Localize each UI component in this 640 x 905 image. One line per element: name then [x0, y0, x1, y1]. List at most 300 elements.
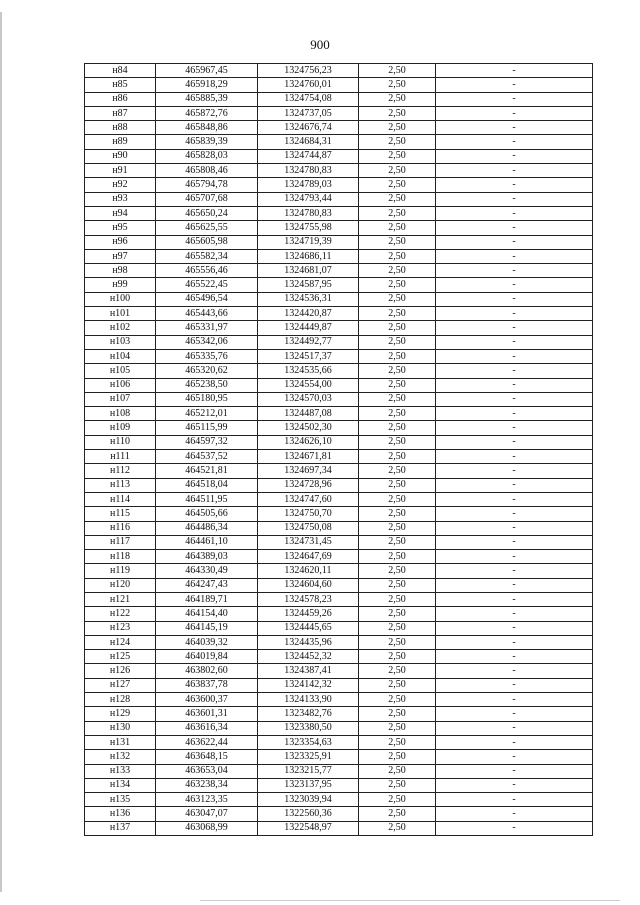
point-id-cell: н127 — [85, 678, 156, 692]
note-cell: - — [436, 264, 593, 278]
point-id-cell: н98 — [85, 264, 156, 278]
y-coordinate-cell: 1324626,10 — [258, 435, 359, 449]
table-row — [85, 807, 593, 821]
table-row — [85, 264, 593, 278]
table-row — [85, 435, 593, 449]
y-coordinate-cell: 1324570,03 — [258, 392, 359, 406]
accuracy-cell: 2,50 — [359, 492, 436, 506]
x-coordinate-cell: 464518,04 — [156, 478, 258, 492]
point-id-cell: н121 — [85, 592, 156, 606]
note-cell: - — [436, 535, 593, 549]
table-row — [85, 121, 593, 135]
table-row — [85, 464, 593, 478]
y-coordinate-cell: 1324459,26 — [258, 607, 359, 621]
point-id-cell: н95 — [85, 221, 156, 235]
accuracy-cell: 2,50 — [359, 149, 436, 163]
accuracy-cell: 2,50 — [359, 664, 436, 678]
y-coordinate-cell: 1324728,96 — [258, 478, 359, 492]
table-row — [85, 392, 593, 406]
point-id-cell: н106 — [85, 378, 156, 392]
x-coordinate-cell: 465885,39 — [156, 92, 258, 106]
x-coordinate-cell: 465238,50 — [156, 378, 258, 392]
point-id-cell: н131 — [85, 735, 156, 749]
y-coordinate-cell: 1324604,60 — [258, 578, 359, 592]
x-coordinate-cell: 464511,95 — [156, 492, 258, 506]
x-coordinate-cell: 465342,06 — [156, 335, 258, 349]
note-cell: - — [436, 464, 593, 478]
y-coordinate-cell: 1323380,50 — [258, 721, 359, 735]
point-id-cell: н124 — [85, 635, 156, 649]
table-row — [85, 106, 593, 120]
point-id-cell: н113 — [85, 478, 156, 492]
table-row — [85, 349, 593, 363]
table-row — [85, 135, 593, 149]
x-coordinate-cell: 464330,49 — [156, 564, 258, 578]
table-row — [85, 707, 593, 721]
table-row — [85, 535, 593, 549]
table-row — [85, 621, 593, 635]
point-id-cell: н132 — [85, 750, 156, 764]
x-coordinate-cell: 463648,15 — [156, 750, 258, 764]
y-coordinate-cell: 1324731,45 — [258, 535, 359, 549]
table-row — [85, 164, 593, 178]
note-cell: - — [436, 278, 593, 292]
accuracy-cell: 2,50 — [359, 535, 436, 549]
accuracy-cell: 2,50 — [359, 264, 436, 278]
accuracy-cell: 2,50 — [359, 693, 436, 707]
y-coordinate-cell: 1324789,03 — [258, 178, 359, 192]
note-cell: - — [436, 364, 593, 378]
accuracy-cell: 2,50 — [359, 221, 436, 235]
note-cell: - — [436, 78, 593, 92]
y-coordinate-cell: 1324435,96 — [258, 635, 359, 649]
accuracy-cell: 2,50 — [359, 307, 436, 321]
accuracy-cell: 2,50 — [359, 521, 436, 535]
x-coordinate-cell: 463123,35 — [156, 793, 258, 807]
table-row — [85, 192, 593, 206]
note-cell: - — [436, 335, 593, 349]
y-coordinate-cell: 1323039,94 — [258, 793, 359, 807]
y-coordinate-cell: 1323354,63 — [258, 735, 359, 749]
point-id-cell: н84 — [85, 64, 156, 78]
note-cell: - — [436, 349, 593, 363]
table-row — [85, 249, 593, 263]
table-row — [85, 607, 593, 621]
y-coordinate-cell: 1323325,91 — [258, 750, 359, 764]
x-coordinate-cell: 465212,01 — [156, 407, 258, 421]
accuracy-cell: 2,50 — [359, 364, 436, 378]
x-coordinate-cell: 465967,45 — [156, 64, 258, 78]
x-coordinate-cell: 465650,24 — [156, 206, 258, 220]
accuracy-cell: 2,50 — [359, 721, 436, 735]
point-id-cell: н126 — [85, 664, 156, 678]
table-row — [85, 364, 593, 378]
x-coordinate-cell: 463238,34 — [156, 778, 258, 792]
point-id-cell: н114 — [85, 492, 156, 506]
point-id-cell: н128 — [85, 693, 156, 707]
point-id-cell: н99 — [85, 278, 156, 292]
point-id-cell: н96 — [85, 235, 156, 249]
x-coordinate-cell: 463653,04 — [156, 764, 258, 778]
x-coordinate-cell: 465625,55 — [156, 221, 258, 235]
point-id-cell: н91 — [85, 164, 156, 178]
y-coordinate-cell: 1324750,70 — [258, 507, 359, 521]
accuracy-cell: 2,50 — [359, 92, 436, 106]
table-row — [85, 592, 593, 606]
point-id-cell: н111 — [85, 450, 156, 464]
x-coordinate-cell: 465918,29 — [156, 78, 258, 92]
table-row — [85, 64, 593, 78]
table-row — [85, 421, 593, 435]
table-row — [85, 492, 593, 506]
point-id-cell: н89 — [85, 135, 156, 149]
note-cell: - — [436, 778, 593, 792]
x-coordinate-cell: 465582,34 — [156, 249, 258, 263]
y-coordinate-cell: 1324737,05 — [258, 106, 359, 120]
y-coordinate-cell: 1324755,98 — [258, 221, 359, 235]
y-coordinate-cell: 1324587,95 — [258, 278, 359, 292]
note-cell: - — [436, 707, 593, 721]
point-id-cell: н129 — [85, 707, 156, 721]
point-id-cell: н137 — [85, 821, 156, 835]
note-cell: - — [436, 592, 593, 606]
note-cell: - — [436, 578, 593, 592]
note-cell: - — [436, 478, 593, 492]
note-cell: - — [436, 807, 593, 821]
note-cell: - — [436, 607, 593, 621]
y-coordinate-cell: 1324133,90 — [258, 693, 359, 707]
accuracy-cell: 2,50 — [359, 206, 436, 220]
x-coordinate-cell: 463616,34 — [156, 721, 258, 735]
table-row — [85, 92, 593, 106]
accuracy-cell: 2,50 — [359, 407, 436, 421]
x-coordinate-cell: 463600,37 — [156, 693, 258, 707]
note-cell: - — [436, 664, 593, 678]
accuracy-cell: 2,50 — [359, 335, 436, 349]
y-coordinate-cell: 1324449,87 — [258, 321, 359, 335]
note-cell: - — [436, 564, 593, 578]
x-coordinate-cell: 464247,43 — [156, 578, 258, 592]
point-id-cell: н118 — [85, 550, 156, 564]
table-row — [85, 778, 593, 792]
note-cell: - — [436, 249, 593, 263]
x-coordinate-cell: 463601,31 — [156, 707, 258, 721]
scan-edge-shadow — [0, 12, 2, 892]
point-id-cell: н123 — [85, 621, 156, 635]
table-row — [85, 78, 593, 92]
x-coordinate-cell: 465496,54 — [156, 292, 258, 306]
accuracy-cell: 2,50 — [359, 621, 436, 635]
x-coordinate-cell: 465828,03 — [156, 149, 258, 163]
y-coordinate-cell: 1324517,37 — [258, 349, 359, 363]
accuracy-cell: 2,50 — [359, 707, 436, 721]
x-coordinate-cell: 463047,07 — [156, 807, 258, 821]
point-id-cell: н120 — [85, 578, 156, 592]
note-cell: - — [436, 621, 593, 635]
x-coordinate-cell: 465839,39 — [156, 135, 258, 149]
accuracy-cell: 2,50 — [359, 507, 436, 521]
note-cell: - — [436, 292, 593, 306]
y-coordinate-cell: 1324445,65 — [258, 621, 359, 635]
table-row — [85, 321, 593, 335]
table-row — [85, 178, 593, 192]
point-id-cell: н87 — [85, 106, 156, 120]
x-coordinate-cell: 464145,19 — [156, 621, 258, 635]
accuracy-cell: 2,50 — [359, 64, 436, 78]
y-coordinate-cell: 1324554,00 — [258, 378, 359, 392]
table-row — [85, 793, 593, 807]
x-coordinate-cell: 465443,66 — [156, 307, 258, 321]
x-coordinate-cell: 463068,99 — [156, 821, 258, 835]
note-cell: - — [436, 735, 593, 749]
y-coordinate-cell: 1324647,69 — [258, 550, 359, 564]
note-cell: - — [436, 678, 593, 692]
note-cell: - — [436, 121, 593, 135]
y-coordinate-cell: 1324142,32 — [258, 678, 359, 692]
point-id-cell: н134 — [85, 778, 156, 792]
accuracy-cell: 2,50 — [359, 421, 436, 435]
y-coordinate-cell: 1324684,31 — [258, 135, 359, 149]
point-id-cell: н104 — [85, 349, 156, 363]
accuracy-cell: 2,50 — [359, 607, 436, 621]
table-row — [85, 235, 593, 249]
accuracy-cell: 2,50 — [359, 635, 436, 649]
accuracy-cell: 2,50 — [359, 450, 436, 464]
x-coordinate-cell: 464019,84 — [156, 650, 258, 664]
table-row — [85, 578, 593, 592]
x-coordinate-cell: 464154,40 — [156, 607, 258, 621]
point-id-cell: н130 — [85, 721, 156, 735]
point-id-cell: н93 — [85, 192, 156, 206]
point-id-cell: н107 — [85, 392, 156, 406]
y-coordinate-cell: 1324719,39 — [258, 235, 359, 249]
x-coordinate-cell: 465794,78 — [156, 178, 258, 192]
point-id-cell: н110 — [85, 435, 156, 449]
accuracy-cell: 2,50 — [359, 106, 436, 120]
accuracy-cell: 2,50 — [359, 464, 436, 478]
note-cell: - — [436, 450, 593, 464]
note-cell: - — [436, 764, 593, 778]
table-row — [85, 635, 593, 649]
accuracy-cell: 2,50 — [359, 764, 436, 778]
table-row — [85, 821, 593, 835]
table-row — [85, 335, 593, 349]
accuracy-cell: 2,50 — [359, 478, 436, 492]
x-coordinate-cell: 464389,03 — [156, 550, 258, 564]
note-cell: - — [436, 378, 593, 392]
accuracy-cell: 2,50 — [359, 793, 436, 807]
point-id-cell: н112 — [85, 464, 156, 478]
accuracy-cell: 2,50 — [359, 435, 436, 449]
x-coordinate-cell: 465320,62 — [156, 364, 258, 378]
accuracy-cell: 2,50 — [359, 807, 436, 821]
table-row — [85, 450, 593, 464]
point-id-cell: н117 — [85, 535, 156, 549]
y-coordinate-cell: 1324452,32 — [258, 650, 359, 664]
table-row — [85, 478, 593, 492]
point-id-cell: н116 — [85, 521, 156, 535]
y-coordinate-cell: 1324387,41 — [258, 664, 359, 678]
x-coordinate-cell: 463802,60 — [156, 664, 258, 678]
point-id-cell: н136 — [85, 807, 156, 821]
accuracy-cell: 2,50 — [359, 564, 436, 578]
point-id-cell: н109 — [85, 421, 156, 435]
y-coordinate-cell: 1324676,74 — [258, 121, 359, 135]
accuracy-cell: 2,50 — [359, 321, 436, 335]
x-coordinate-cell: 465556,46 — [156, 264, 258, 278]
y-coordinate-cell: 1324502,30 — [258, 421, 359, 435]
x-coordinate-cell: 464486,34 — [156, 521, 258, 535]
note-cell: - — [436, 192, 593, 206]
note-cell: - — [436, 392, 593, 406]
accuracy-cell: 2,50 — [359, 278, 436, 292]
accuracy-cell: 2,50 — [359, 292, 436, 306]
note-cell: - — [436, 407, 593, 421]
x-coordinate-cell: 465522,45 — [156, 278, 258, 292]
note-cell: - — [436, 750, 593, 764]
y-coordinate-cell: 1324535,66 — [258, 364, 359, 378]
x-coordinate-cell: 463837,78 — [156, 678, 258, 692]
table-row — [85, 307, 593, 321]
accuracy-cell: 2,50 — [359, 750, 436, 764]
y-coordinate-cell: 1324756,23 — [258, 64, 359, 78]
x-coordinate-cell: 463622,44 — [156, 735, 258, 749]
y-coordinate-cell: 1324686,11 — [258, 249, 359, 263]
note-cell: - — [436, 492, 593, 506]
y-coordinate-cell: 1322560,36 — [258, 807, 359, 821]
y-coordinate-cell: 1324780,83 — [258, 206, 359, 220]
y-coordinate-cell: 1324487,08 — [258, 407, 359, 421]
table-row — [85, 735, 593, 749]
accuracy-cell: 2,50 — [359, 164, 436, 178]
y-coordinate-cell: 1324747,60 — [258, 492, 359, 506]
point-id-cell: н133 — [85, 764, 156, 778]
y-coordinate-cell: 1324793,44 — [258, 192, 359, 206]
y-coordinate-cell: 1324681,07 — [258, 264, 359, 278]
point-id-cell: н105 — [85, 364, 156, 378]
accuracy-cell: 2,50 — [359, 735, 436, 749]
note-cell: - — [436, 235, 593, 249]
table-row — [85, 206, 593, 220]
point-id-cell: н125 — [85, 650, 156, 664]
table-row — [85, 550, 593, 564]
y-coordinate-cell: 1324620,11 — [258, 564, 359, 578]
note-cell: - — [436, 721, 593, 735]
note-cell: - — [436, 507, 593, 521]
x-coordinate-cell: 464597,32 — [156, 435, 258, 449]
accuracy-cell: 2,50 — [359, 121, 436, 135]
note-cell: - — [436, 550, 593, 564]
point-id-cell: н97 — [85, 249, 156, 263]
note-cell: - — [436, 435, 593, 449]
note-cell: - — [436, 64, 593, 78]
x-coordinate-cell: 465872,76 — [156, 106, 258, 120]
y-coordinate-cell: 1324420,87 — [258, 307, 359, 321]
note-cell: - — [436, 650, 593, 664]
point-id-cell: н90 — [85, 149, 156, 163]
table-row — [85, 221, 593, 235]
x-coordinate-cell: 464537,52 — [156, 450, 258, 464]
x-coordinate-cell: 465335,76 — [156, 349, 258, 363]
accuracy-cell: 2,50 — [359, 192, 436, 206]
y-coordinate-cell: 1323482,76 — [258, 707, 359, 721]
note-cell: - — [436, 221, 593, 235]
coordinates-table — [84, 63, 593, 836]
note-cell: - — [436, 178, 593, 192]
x-coordinate-cell: 465707,68 — [156, 192, 258, 206]
y-coordinate-cell: 1324780,83 — [258, 164, 359, 178]
y-coordinate-cell: 1324760,01 — [258, 78, 359, 92]
point-id-cell: н102 — [85, 321, 156, 335]
y-coordinate-cell: 1324754,08 — [258, 92, 359, 106]
accuracy-cell: 2,50 — [359, 135, 436, 149]
y-coordinate-cell: 1324697,34 — [258, 464, 359, 478]
note-cell: - — [436, 693, 593, 707]
scan-bottom-line — [200, 900, 620, 901]
table-row — [85, 378, 593, 392]
point-id-cell: н103 — [85, 335, 156, 349]
point-id-cell: н115 — [85, 507, 156, 521]
table-row — [85, 521, 593, 535]
x-coordinate-cell: 464189,71 — [156, 592, 258, 606]
note-cell: - — [436, 635, 593, 649]
point-id-cell: н92 — [85, 178, 156, 192]
x-coordinate-cell: 464521,81 — [156, 464, 258, 478]
note-cell: - — [436, 164, 593, 178]
table-row — [85, 407, 593, 421]
y-coordinate-cell: 1323137,95 — [258, 778, 359, 792]
note-cell: - — [436, 421, 593, 435]
accuracy-cell: 2,50 — [359, 678, 436, 692]
point-id-cell: н88 — [85, 121, 156, 135]
table-row — [85, 650, 593, 664]
x-coordinate-cell: 465605,98 — [156, 235, 258, 249]
note-cell: - — [436, 106, 593, 120]
accuracy-cell: 2,50 — [359, 550, 436, 564]
point-id-cell: н119 — [85, 564, 156, 578]
note-cell: - — [436, 135, 593, 149]
note-cell: - — [436, 521, 593, 535]
table-row — [85, 292, 593, 306]
table-row — [85, 507, 593, 521]
accuracy-cell: 2,50 — [359, 235, 436, 249]
table-row — [85, 564, 593, 578]
accuracy-cell: 2,50 — [359, 592, 436, 606]
table-row — [85, 693, 593, 707]
table-row — [85, 664, 593, 678]
x-coordinate-cell: 464505,66 — [156, 507, 258, 521]
accuracy-cell: 2,50 — [359, 178, 436, 192]
x-coordinate-cell: 465331,97 — [156, 321, 258, 335]
table-row — [85, 721, 593, 735]
y-coordinate-cell: 1324536,31 — [258, 292, 359, 306]
y-coordinate-cell: 1324492,77 — [258, 335, 359, 349]
accuracy-cell: 2,50 — [359, 778, 436, 792]
point-id-cell: н108 — [85, 407, 156, 421]
accuracy-cell: 2,50 — [359, 392, 436, 406]
y-coordinate-cell: 1323215,77 — [258, 764, 359, 778]
accuracy-cell: 2,50 — [359, 349, 436, 363]
accuracy-cell: 2,50 — [359, 650, 436, 664]
note-cell: - — [436, 206, 593, 220]
table-row — [85, 149, 593, 163]
table-row — [85, 750, 593, 764]
x-coordinate-cell: 464461,10 — [156, 535, 258, 549]
note-cell: - — [436, 321, 593, 335]
x-coordinate-cell: 465180,95 — [156, 392, 258, 406]
y-coordinate-cell: 1322548,97 — [258, 821, 359, 835]
accuracy-cell: 2,50 — [359, 578, 436, 592]
